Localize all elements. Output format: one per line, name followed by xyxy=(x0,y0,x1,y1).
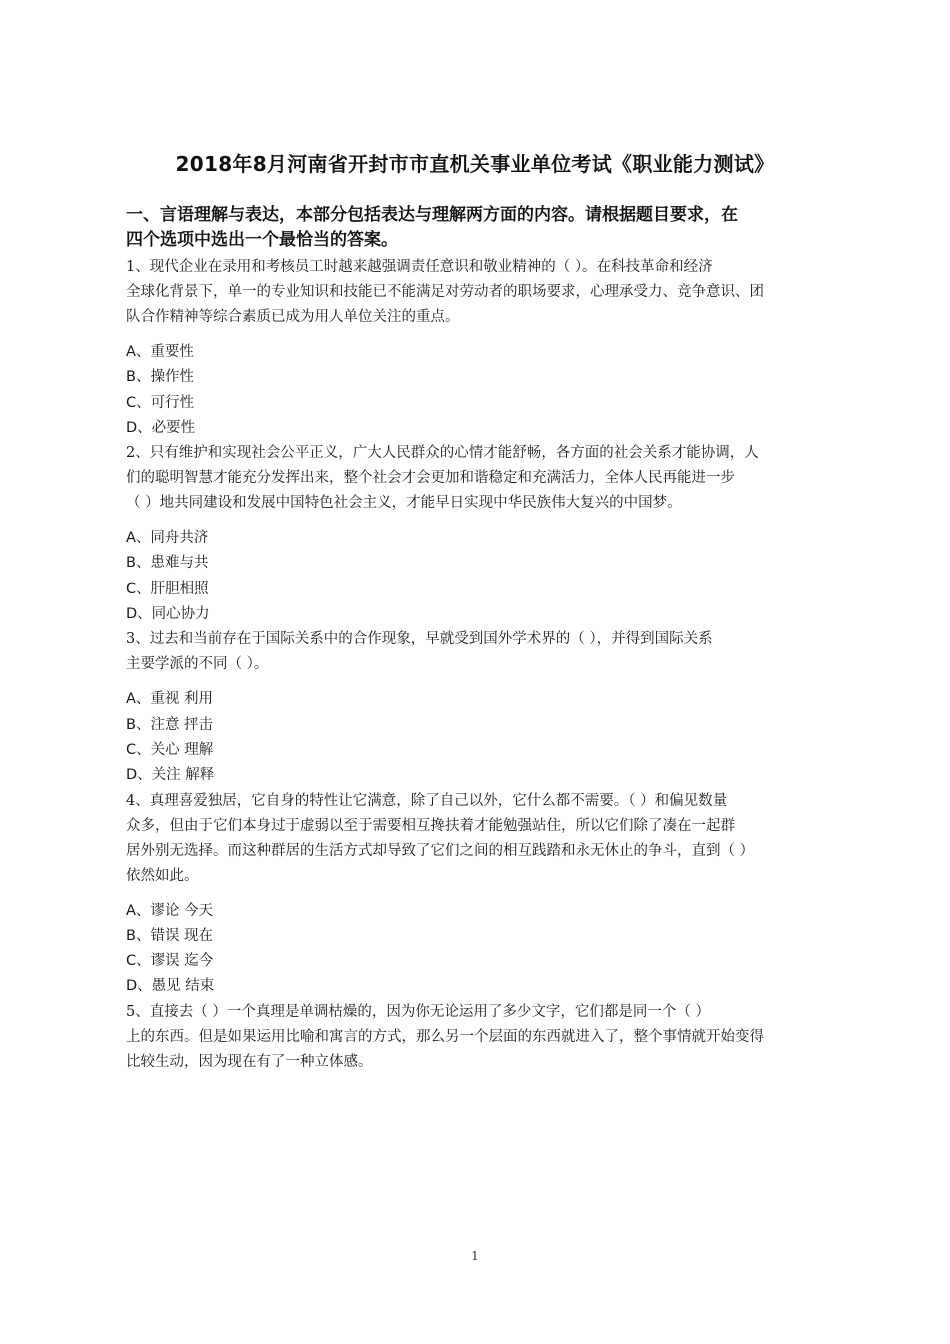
option-b: B、操作性 xyxy=(126,369,194,386)
question-line: （ ）地共同建设和发展中国特色社会主义，才能早日实现中华民族伟大复兴的中国梦。 xyxy=(126,495,682,512)
question-1 xyxy=(126,255,841,441)
question-3 xyxy=(126,627,841,788)
question-line: 5、直接去（ ）一个真理是单调枯燥的，因为你无论运用了多少文字，它们都是同一个（ ） xyxy=(126,1003,710,1020)
page-number: 1 xyxy=(471,1249,479,1263)
option-d: D、关注 解释 xyxy=(126,767,215,784)
question-text xyxy=(126,1000,841,1075)
option-c: C、肝胆相照 xyxy=(126,580,209,597)
question-text xyxy=(126,255,841,330)
question-line: 4、真理喜爱独居，它自身的特性让它满意，除了自己以外，它什么都不需要。（ ）和偏见数量 xyxy=(126,792,728,809)
question-text xyxy=(126,441,841,516)
option-d: D、同心协力 xyxy=(126,606,210,623)
question-2 xyxy=(126,441,841,627)
section-heading-line: 一、言语理解与表达，本部分包括表达与理解两方面的内容。请根据题目要求，在 xyxy=(126,205,738,225)
question-line: 1、现代企业在录用和考核员工时越来越强调责任意识和敬业精神的（ ）。在科技革命和经济 xyxy=(126,259,713,275)
option-c: C、谬误 迄今 xyxy=(126,953,214,970)
option-list xyxy=(126,340,841,441)
question-line: 全球化背景下，单一的专业知识和技能已不能满足对劳动者的职场要求，心理承受力、竞争意识、团 xyxy=(126,284,764,300)
option-list xyxy=(126,687,841,788)
option-a: A、同舟共济 xyxy=(126,530,209,547)
option-list xyxy=(126,526,841,627)
option-b: B、患难与共 xyxy=(126,555,209,572)
option-list xyxy=(126,899,841,1000)
question-line: 比较生动，因为现在有了一种立体感。 xyxy=(126,1053,373,1070)
question-line: 队合作精神等综合素质已成为用人单位关注的重点。 xyxy=(126,309,460,325)
question-line: 依然如此。 xyxy=(126,867,199,884)
option-a: A、重视 利用 xyxy=(126,691,214,708)
option-a: A、重要性 xyxy=(126,344,194,360)
question-text xyxy=(126,627,841,677)
option-c: C、关心 理解 xyxy=(126,741,214,758)
question-line: 3、过去和当前存在于国际关系中的合作现象，早就受到国外学术界的（ ），并得到国际关系 xyxy=(126,631,713,648)
document-title: 2018年8月河南省开封市市直机关事业单位考试《职业能力测试》 xyxy=(175,152,775,176)
question-4 xyxy=(126,789,841,1000)
question-line: 上的东西。但是如果运用比喻和寓言的方式，那么另一个层面的东西就进入了，整个事情就开始变得 xyxy=(126,1028,764,1045)
option-b: B、注意 抨击 xyxy=(126,716,214,733)
option-b: B、错误 现在 xyxy=(126,927,214,944)
section-heading xyxy=(126,203,826,253)
question-line: 众多，但由于它们本身过于虚弱以至于需要相互搀扶着才能勉强站住，所以它们除了凑在一起群 xyxy=(126,817,735,834)
question-line: 主要学派的不同（ ）。 xyxy=(126,656,269,673)
question-line: 2、只有维护和实现社会公平正义，广大人民群众的心情才能舒畅，各方面的社会关系才能协调，人 xyxy=(126,445,759,462)
question-list xyxy=(126,255,841,1085)
option-d: D、必要性 xyxy=(126,419,196,436)
option-d: D、愚见 结束 xyxy=(126,978,215,995)
question-line: 们的聪明智慧才能充分发挥出来，整个社会才会更加和谐稳定和充满活力，全体人民再能进一步 xyxy=(126,470,735,487)
section-heading-line: 四个选项中选出一个最恰当的答案。 xyxy=(126,230,398,250)
question-text xyxy=(126,789,841,889)
question-5 xyxy=(126,1000,841,1075)
option-a: A、谬论 今天 xyxy=(126,902,214,919)
question-line: 居外别无选择。而这种群居的生活方式却导致了它们之间的相互践踏和永无休止的争斗，直到（ ） xyxy=(126,842,755,859)
option-c: C、可行性 xyxy=(126,394,195,411)
